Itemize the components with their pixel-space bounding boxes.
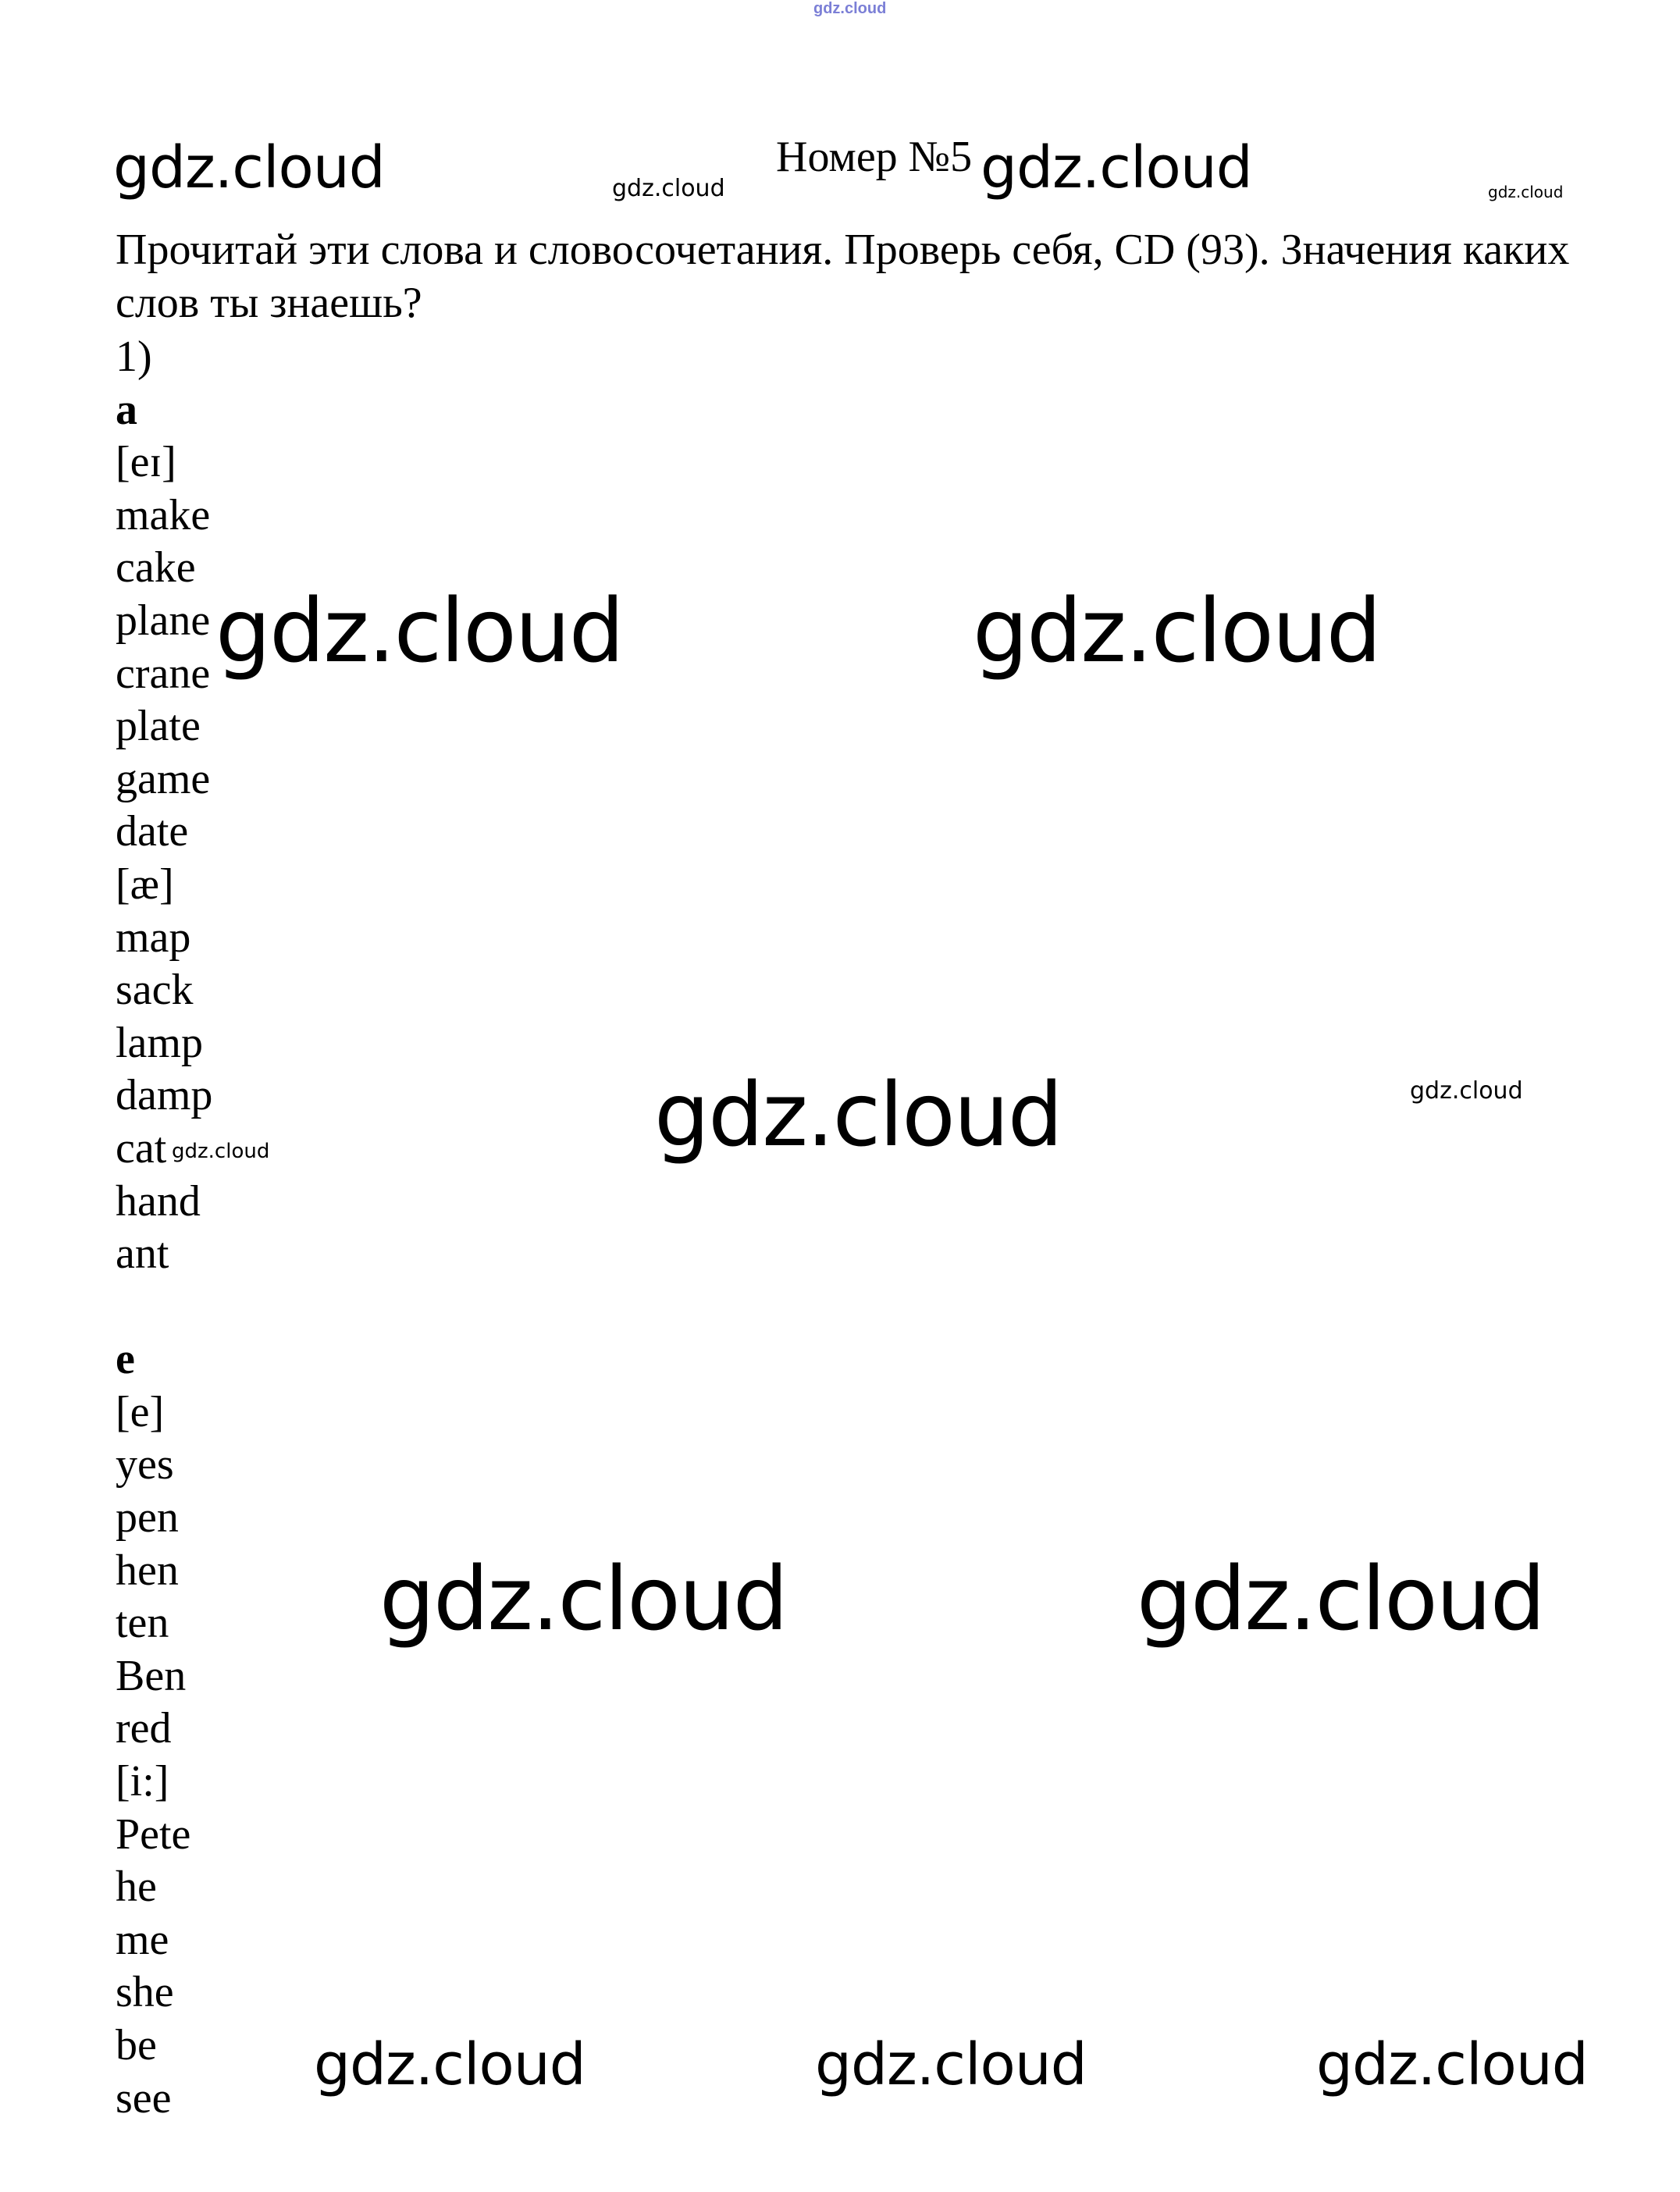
watermark-text: gdz.cloud	[379, 1549, 787, 1650]
word-item: lamp	[116, 1018, 203, 1067]
word-item: cat	[116, 1123, 167, 1173]
word-item: yes	[116, 1440, 174, 1489]
sound-label: [i:]	[116, 1757, 169, 1806]
word-item: he	[116, 1863, 157, 1912]
watermark-text: gdz.cloud	[981, 134, 1252, 201]
word-item: make	[116, 490, 211, 539]
word-item: hen	[116, 1546, 179, 1595]
word-item: Pete	[116, 1809, 191, 1859]
watermark-text: gdz.cloud	[172, 1140, 270, 1163]
sound-label: [e]	[116, 1387, 165, 1436]
watermark-text: gdz.cloud	[215, 581, 623, 682]
word-item: ant	[116, 1229, 169, 1279]
word-item: ten	[116, 1599, 169, 1648]
word-item: hand	[116, 1176, 201, 1226]
watermark-text: gdz.cloud	[815, 2031, 1087, 2098]
section-letter: a	[116, 385, 137, 434]
word-item: see	[116, 2073, 172, 2123]
word-item: red	[116, 1704, 172, 1753]
word-item: cake	[116, 543, 196, 592]
task-instruction: Прочитай эти слова и словосочетания. Проверь себя, CD (93). Значения каких слов ты знаешь?	[116, 226, 1570, 327]
word-item: she	[116, 1968, 174, 2017]
word-item: be	[116, 2021, 157, 2069]
watermark-text: gdz.cloud	[1137, 1549, 1544, 1650]
watermark-text: gdz.cloud	[113, 134, 385, 201]
word-item: plate	[116, 702, 201, 751]
watermark-text: gdz.cloud	[654, 1065, 1062, 1166]
word-item: Ben	[116, 1651, 187, 1700]
word-item: map	[116, 913, 191, 962]
page-title: Номер №5	[776, 133, 973, 181]
watermark-text: gdz.cloud	[1410, 1077, 1523, 1105]
word-item: game	[116, 754, 211, 803]
watermark-text: gdz.cloud	[314, 2031, 586, 2098]
word-item: plane	[116, 596, 211, 645]
word-item: pen	[116, 1493, 179, 1543]
watermark-text: gdz.cloud	[612, 175, 725, 202]
word-item: me	[116, 1915, 169, 1964]
watermark-text: gdz.cloud	[973, 581, 1380, 682]
word-item: crane	[116, 649, 211, 698]
sound-label: [æ]	[116, 859, 174, 909]
sound-label: [eɪ]	[116, 438, 176, 487]
word-list	[116, 331, 212, 2125]
word-item: date	[116, 807, 189, 856]
watermark-top-tiny: gdz.cloud	[813, 0, 887, 17]
watermark-text: gdz.cloud	[1316, 2031, 1588, 2098]
word-item: damp	[116, 1071, 213, 1120]
word-item: sack	[116, 966, 194, 1015]
task-number: 1)	[116, 333, 152, 381]
section-letter: e	[116, 1335, 135, 1384]
spacer	[116, 1281, 212, 1334]
watermark-text: gdz.cloud	[1488, 183, 1564, 201]
